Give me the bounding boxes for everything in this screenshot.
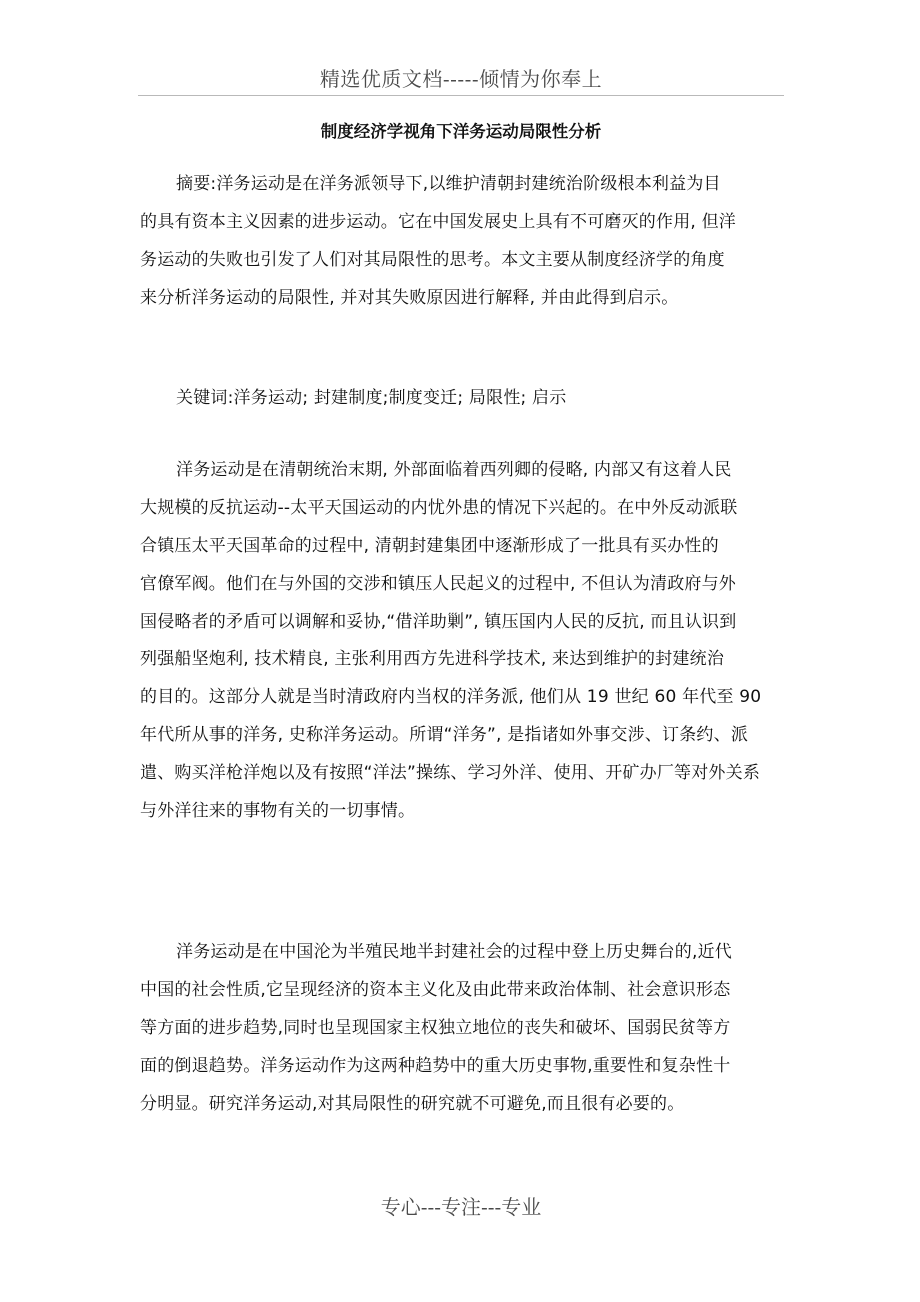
body-paragraph-2	[140, 934, 786, 1123]
paragraph-line: 列强船坚炮利, 技术精良, 主张利用西方先进科学技术, 来达到维护的封建统治	[140, 649, 725, 670]
paragraph-line: 的目的。这部分人就是当时清政府内当权的洋务派, 他们从 19 世纪 60 年代至 90	[140, 687, 762, 708]
paragraph-line: 面的倒退趋势。洋务运动作为这两种趋势中的重大历史事物,重要性和复杂性十	[140, 1055, 731, 1076]
paragraph-line: 洋务运动是在中国沦为半殖民地半封建社会的过程中登上历史舞台的,近代	[176, 942, 733, 962]
page-header: 精选优质文档-----倾情为你奉上	[138, 64, 784, 96]
body-paragraph-1	[140, 452, 786, 831]
paragraph-line: 洋务运动是在清朝统治末期, 外部面临着西列卿的侵略, 内部又有这着人民	[176, 460, 732, 480]
paragraph-line: 国侵略者的矛盾可以调解和妥协,“借洋助剿”, 镇压国内人民的反抗, 而且认识到	[140, 611, 737, 632]
paragraph-line: 分明显。研究洋务运动,对其局限性的研究就不可避免,而且很有必要的。	[140, 1093, 685, 1114]
paragraph-line: 等方面的进步趋势,同时也呈现国家主权独立地位的丧失和破坏、国弱民贫等方	[140, 1017, 731, 1038]
paragraph-line: 官僚军阀。他们在与外国的交涉和镇压人民起义的过程中, 不但认为清政府与外	[140, 573, 737, 594]
abstract-paragraph	[140, 166, 786, 318]
abstract-line: 来分析洋务运动的局限性, 并对其失败原因进行解释, 并由此得到启示。	[140, 287, 679, 308]
paragraph-line: 遣、购买洋枪洋炮以及有按照“洋法”操练、学习外洋、使用、开矿办厂等对外关系	[140, 763, 761, 784]
page-footer: 专心---专注---专业	[380, 1195, 542, 1219]
abstract-line: 的具有资本主义因素的进步运动。它在中国发展史上具有不可磨灭的作用, 但洋	[140, 211, 737, 232]
paragraph-line: 大规模的反抗运动--太平天国运动的内忧外患的情况下兴起的。在中外反动派联	[140, 497, 738, 518]
paragraph-line: 中国的社会性质,它呈现经济的资本主义化及由此带来政治体制、社会意识形态	[140, 979, 731, 1000]
keywords-paragraph	[140, 380, 786, 418]
keywords-line: 关键词:洋务运动; 封建制度;制度变迁; 局限性; 启示	[176, 388, 567, 408]
document-title: 制度经济学视角下洋务运动局限性分析	[320, 122, 602, 141]
paragraph-line: 合镇压太平天国革命的过程中, 清朝封建集团中逐渐形成了一批具有买办性的	[140, 535, 719, 556]
abstract-line: 务运动的失败也引发了人们对其局限性的思考。本文主要从制度经济学的角度	[140, 249, 725, 270]
paragraph-line: 与外洋往来的事物有关的一切事情。	[140, 801, 416, 822]
abstract-line: 摘要:洋务运动是在洋务派领导下,以维护清朝封建统治阶级根本利益为目	[176, 174, 721, 194]
paragraph-line: 年代所从事的洋务, 史称洋务运动。所谓“洋务”, 是指诸如外事交涉、订条约、派	[140, 725, 749, 746]
